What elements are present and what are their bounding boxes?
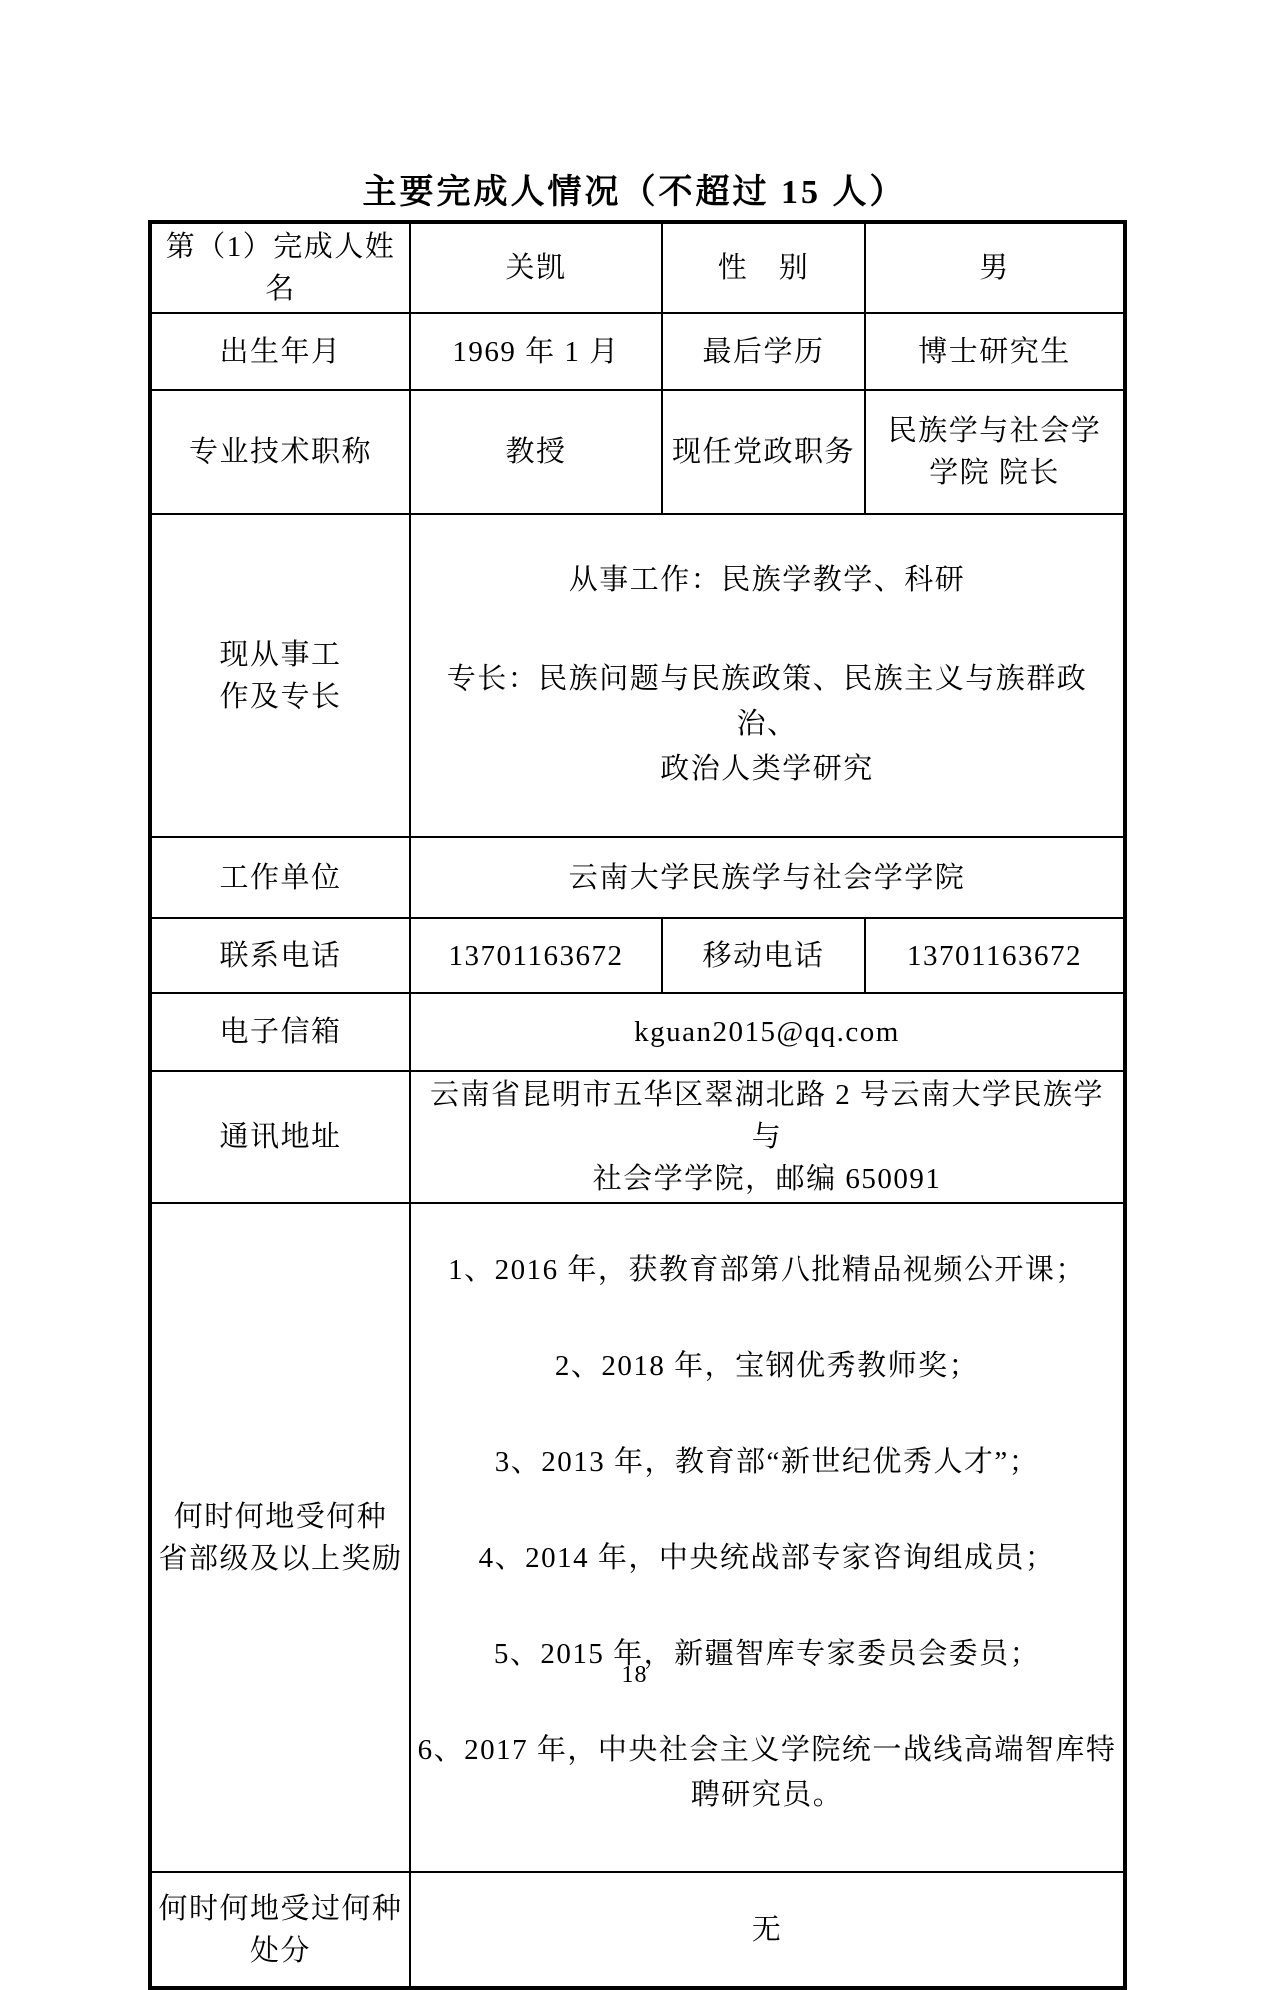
label-punishment: 何时何地受过何种 处分 xyxy=(150,1872,410,1988)
page-title: 主要完成人情况（不超过 15 人） xyxy=(362,174,907,211)
value-current-work xyxy=(410,514,1125,837)
value-work-unit: 云南大学民族学与社会学学院 xyxy=(410,837,1125,918)
label-gender: 性 别 xyxy=(662,222,865,313)
specialty-line: 专长：民族问题与民族政策、民族主义与族群政治、 政治人类学研究 xyxy=(446,663,1088,786)
label-awards: 何时何地受何种 省部级及以上奖励 xyxy=(150,1203,410,1872)
value-birth-date: 1969 年 1 月 xyxy=(410,313,662,390)
award-item: 3、2013 年，教育部“新世纪优秀人才”； xyxy=(494,1446,1040,1478)
label-party-duty: 现任党政职务 xyxy=(662,390,865,514)
page-number: 18 xyxy=(621,1662,648,1688)
label-professional-title: 专业技术职称 xyxy=(150,390,410,514)
label-mobile-phone: 移动电话 xyxy=(662,918,865,993)
value-party-duty: 民族学与社会学 学院 院长 xyxy=(865,390,1125,514)
row-awards xyxy=(150,1203,1125,1872)
row-address xyxy=(150,1071,1125,1203)
value-mobile-phone: 13701163672 xyxy=(865,918,1125,993)
label-current-work: 现从事工 作及专长 xyxy=(150,514,410,837)
label-birth-date: 出生年月 xyxy=(150,313,410,390)
value-awards xyxy=(410,1203,1125,1872)
label-mailing-address: 通讯地址 xyxy=(150,1071,410,1203)
award-item: 2、2018 年，宝钢优秀教师奖； xyxy=(554,1350,980,1383)
value-last-education: 博士研究生 xyxy=(865,313,1125,390)
label-completer-name: 第（1）完成人姓名 xyxy=(150,222,410,313)
current-work-line: 从事工作：民族学教学、科研 xyxy=(568,564,966,597)
value-email: kguan2015@qq.com xyxy=(410,993,1125,1071)
row-work-unit xyxy=(150,837,1125,918)
row-phones xyxy=(150,918,1125,993)
value-completer-name: 关凯 xyxy=(410,222,662,313)
award-item: 5、2015 年，新疆智库专家委员会委员； xyxy=(493,1637,1041,1670)
row-name-gender xyxy=(150,222,1125,313)
value-gender: 男 xyxy=(865,222,1125,313)
row-email xyxy=(150,993,1125,1071)
value-contact-phone: 13701163672 xyxy=(410,918,662,993)
row-birth-education xyxy=(150,313,1125,390)
value-punishment: 无 xyxy=(410,1872,1125,1988)
row-title-duty xyxy=(150,390,1125,514)
label-email: 电子信箱 xyxy=(150,993,410,1071)
award-item: 6、2017 年，中央社会主义学院统一战线高端智库特 聘研究员。 xyxy=(417,1733,1117,1812)
label-contact-phone: 联系电话 xyxy=(150,918,410,993)
label-last-education: 最后学历 xyxy=(662,313,865,390)
value-professional-title: 教授 xyxy=(410,390,662,514)
award-item: 1、2016 年，获教育部第八批精品视频公开课； xyxy=(448,1254,1086,1287)
label-work-unit: 工作单位 xyxy=(150,837,410,918)
completer-info-table xyxy=(148,220,1127,1990)
row-punishment xyxy=(150,1872,1125,1988)
value-mailing-address: 云南省昆明市五华区翠湖北路 2 号云南大学民族学与 社会学学院，邮编 650091 xyxy=(410,1071,1125,1203)
award-item: 4、2014 年，中央统战部专家咨询组成员； xyxy=(478,1541,1056,1574)
row-current-work xyxy=(150,514,1125,837)
